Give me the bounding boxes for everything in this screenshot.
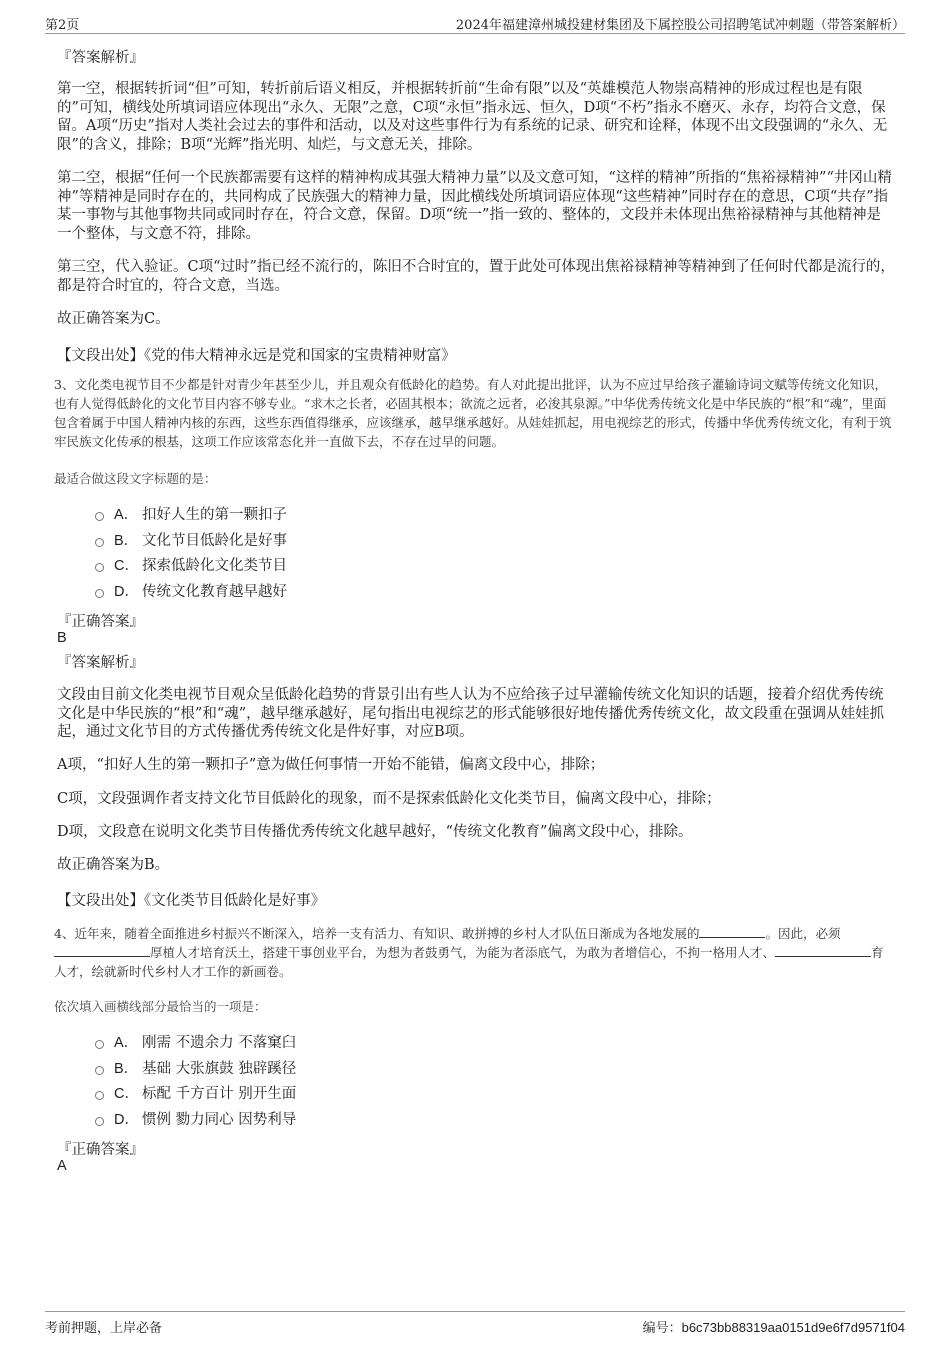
analysis-paragraph: C项，文段强调作者支持文化节目低龄化的现象，而不是探索低龄化文化类节目，偏离文段中心，排除； xyxy=(57,791,721,807)
analysis-label: 『答案解析』 xyxy=(57,655,144,671)
radio-button[interactable] xyxy=(95,563,104,572)
answer-label: 『正确答案』 xyxy=(57,1142,144,1158)
option-text: 扣好人生的第一颗扣子 xyxy=(142,507,287,523)
page-footer xyxy=(45,1311,905,1334)
radio-button[interactable] xyxy=(95,589,104,598)
answer-value: B xyxy=(57,630,67,646)
analysis-label: 『答案解析』 xyxy=(57,50,144,66)
question-stem: 4、近年来，随着全面推进乡村振兴不断深入，培养一支有活力、有知识、敢拼搏的乡村人才队伍日渐成为各地发展的 。因此，必须厚植人才培育沃土，搭建干事创业平台，为想为者鼓勇气，为能为者添底气，为敢为者增信心，不拘一格用人才、 育人才，绘就新时代乡村人才工作的新画卷。 xyxy=(54,926,884,979)
option-text: 探索低龄化文化类节目 xyxy=(142,558,287,574)
option-key: A． xyxy=(114,507,139,523)
radio-button[interactable] xyxy=(95,1117,104,1126)
option-key: C． xyxy=(114,558,139,574)
radio-button[interactable] xyxy=(95,1066,104,1075)
option-key: B． xyxy=(114,1061,139,1077)
option-c[interactable] xyxy=(95,1084,296,1104)
question-prompt: 最适合做这段文字标题的是： xyxy=(54,471,217,486)
analysis-paragraph: 第三空，代入验证。C项“过时”指已经不流行的，陈旧不合时宜的，置于此处可体现出焦裕禄精神等精神到了任何时代都是流行的，都是符合时宜的，符合文意，当选。 xyxy=(57,259,895,294)
option-text: 基础 大张旗鼓 独辟蹊径 xyxy=(142,1061,297,1077)
document-code: 编号：b6c73bb88319aa0151d9e6f7d9571f04 xyxy=(642,1320,905,1335)
option-a[interactable] xyxy=(95,505,287,525)
option-key: D． xyxy=(114,584,139,600)
passage-source: 【文段出处】《文化类节目低龄化是好事》 xyxy=(57,893,326,909)
radio-button[interactable] xyxy=(95,512,104,521)
option-a[interactable] xyxy=(95,1033,296,1053)
option-text: 传统文化教育越早越好 xyxy=(142,584,287,600)
fill-blank xyxy=(775,945,871,957)
option-text: 文化节目低龄化是好事 xyxy=(142,533,287,549)
footer-slogan: 考前押题，上岸必备 xyxy=(45,1321,163,1336)
option-b[interactable] xyxy=(95,1059,296,1079)
answer-value: A xyxy=(57,1158,67,1174)
analysis-paragraph: 第二空，根据“任何一个民族都需要有这样的精神构成其强大精神力量”以及文意可知，“这样的精神”所指的“焦裕禄精神”“井冈山精神”等精神是同时存在的，共同构成了民族强大的精神力量，因此横线处所填词语应体现“这些精神”同时存在的意思，C项“共存”指某一事物与其他事物共同或同时存在，符合文意，保留。D项“统一”指一致的、整体的，文段并未体现出焦裕禄精神与其他精神是一个整体，与文意不符，排除。 xyxy=(57,170,892,242)
analysis-paragraph: 文段由目前文化类电视节目观众呈低龄化趋势的背景引出有些人认为不应给孩子过早灌输传统文化知识的话题，接着介绍优秀传统文化是中华民族的“根”和“魂”，越早继承越好，尾句指出电视综艺的形式能够很好地传播优秀传统文化，故文段重在强调从娃娃抓起，通过文化节目的方式传播优秀传统文化是件好事，对应B项。 xyxy=(57,687,885,740)
question-prompt: 依次填入画横线部分最恰当的一项是： xyxy=(54,999,267,1014)
analysis-paragraph: 第一空，根据转折词“但”可知，转折前后语义相反，并根据转折前“生命有限”以及“英雄模范人物崇高精神的形成过程也是有限的”可知，横线处所填词语应体现出“永久、无限”之意，C项“永恒”指永远、恒久，D项“不朽”指永不磨灭、永存，均符合文意，保留。A项“历史”指对人类社会过去的事件和活动，以及对这些事件行为有系统的记录、研究和诠释，体现不出文段强调的“永久、无限”的含义，排除；B项“光辉”指光明、灿烂，与文意无关，排除。 xyxy=(57,81,888,153)
passage-source: 【文段出处】《党的伟大精神永远是党和国家的宝贵精神财富》 xyxy=(57,348,456,364)
radio-button[interactable] xyxy=(95,1091,104,1100)
option-key: B． xyxy=(114,533,139,549)
option-text: 标配 千方百计 别开生面 xyxy=(142,1086,297,1102)
option-d[interactable] xyxy=(95,582,287,602)
option-key: C． xyxy=(114,1086,139,1102)
analysis-conclusion: 故正确答案为C。 xyxy=(57,311,170,327)
radio-button[interactable] xyxy=(95,1040,104,1049)
option-c[interactable] xyxy=(95,556,287,576)
analysis-conclusion: 故正确答案为B。 xyxy=(57,857,170,873)
fill-blank xyxy=(54,945,150,957)
option-text: 刚需 不遗余力 不落窠臼 xyxy=(142,1035,297,1051)
fill-blank xyxy=(699,926,765,938)
page-number: 第2页 xyxy=(45,18,80,33)
option-text: 惯例 勠力同心 因势利导 xyxy=(142,1112,297,1128)
analysis-paragraph: A项，“扣好人生的第一颗扣子”意为做任何事情一开始不能错，偏离文段中心，排除； xyxy=(57,757,605,773)
option-d[interactable] xyxy=(95,1110,296,1130)
question-stem: 3、文化类电视节目不少都是针对青少年甚至少儿，并且观众有低龄化的趋势。有人对此提出批评，认为不应过早给孩子灌输诗词文赋等传统文化知识，也有人觉得低龄化的文化节目内容不够专业。“求木之长者，必固其根本；欲流之远者，必浚其泉源。”中华优秀传统文化是中华民族的“根”和“魂”，里面包含着属于中国人精神内核的东西，这些东西值得继承，应该继承，越早继承越好。从娃娃抓起，用电视综艺的形式，传播中华优秀传统文化，有利于筑牢民族文化传承的根基，这项工作应该常态化并一直做下去，不存在过早的问题。 xyxy=(54,377,892,449)
analysis-paragraph: D项，文段意在说明文化类节目传播优秀传统文化越早越好，“传统文化教育”偏离文段中心，排除。 xyxy=(57,824,693,840)
answer-label: 『正确答案』 xyxy=(57,614,144,630)
page-header xyxy=(45,13,905,34)
option-key: D． xyxy=(114,1112,139,1128)
radio-button[interactable] xyxy=(95,538,104,547)
option-key: A． xyxy=(114,1035,139,1051)
document-title: 2024年福建漳州城投建材集团及下属控股公司招聘笔试冲刺题（带答案解析） xyxy=(455,18,905,33)
option-b[interactable] xyxy=(95,531,287,551)
